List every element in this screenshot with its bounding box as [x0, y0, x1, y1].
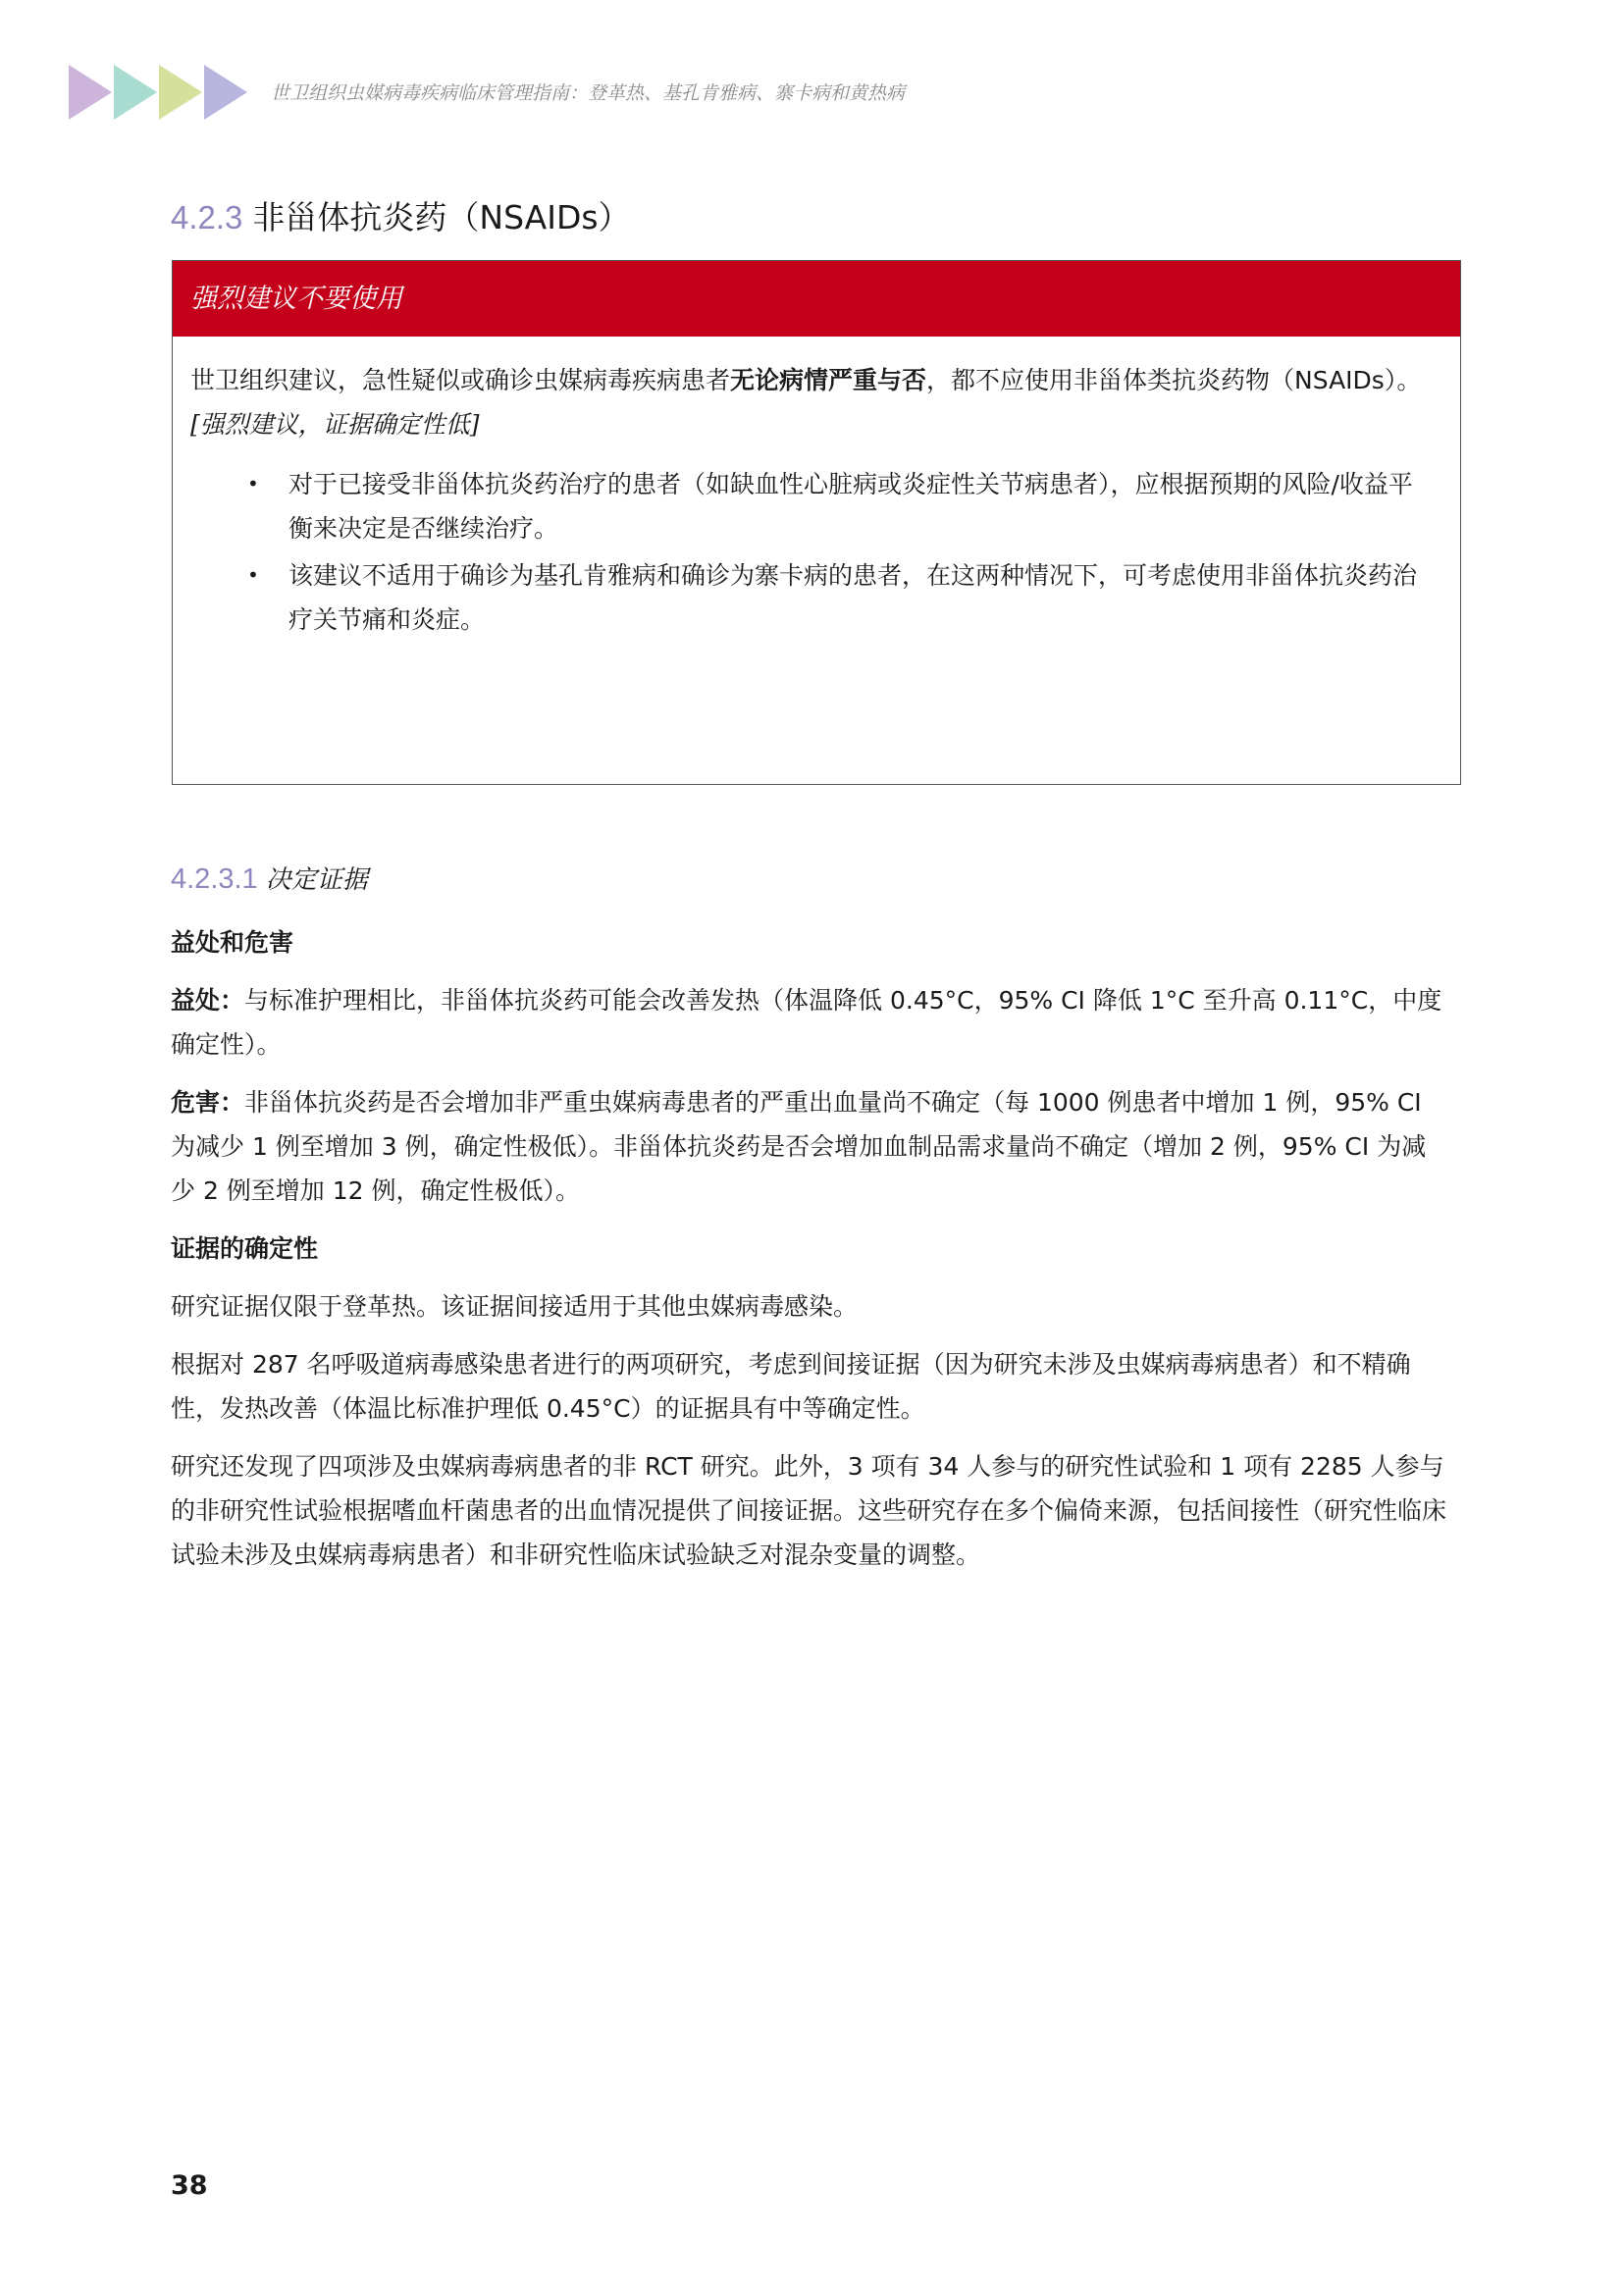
benefit-paragraph — [171, 978, 1446, 1067]
recommendation-text-pre: 世卫组织建议，急性疑似或确诊虫媒病毒疾病患者 — [190, 366, 731, 394]
evidence-content — [171, 920, 1446, 1591]
certainty-heading: 证据的确定性 — [171, 1234, 319, 1263]
recommendation-label: 强烈建议不要使用 — [173, 261, 1460, 337]
arrow-2-icon — [114, 65, 157, 120]
recommendation-text — [190, 358, 1437, 446]
harm-label: 危害： — [171, 1088, 245, 1117]
recommendation-body — [173, 337, 1460, 642]
section-number: 4.2.3 — [171, 199, 243, 235]
harm-paragraph — [171, 1080, 1446, 1213]
section-heading — [171, 192, 631, 238]
bullet-icon: • — [247, 563, 259, 587]
benefit-text: 与标准护理相比，非甾体抗炎药可能会改善发热（体温降低 0.45°C，95% CI 降低 1°C 至升高 0.11°C，中度确定性）。 — [171, 986, 1442, 1059]
certainty-paragraph: 根据对 287 名呼吸道病毒感染患者进行的两项研究，考虑到间接证据（因为研究未涉及虫媒病毒病患者）和不精确性，发热改善（体温比标准护理低 0.45°C）的证据具有中等确定性。 — [171, 1350, 1411, 1423]
certainty-paragraph: 研究还发现了四项涉及虫媒病毒病患者的非 RCT 研究。此外，3 项有 34 人参与的研究性试验和 1 项有 2285 人参与的非研究性试验根据嗜血杆菌患者的出血情况提供了间接证据。这些研究存在多个偏倚来源，包括间接性（研究性临床试验未涉及虫媒病毒病患者）和非研究性临床试验缺乏对混杂变量的调整。 — [171, 1452, 1447, 1569]
arrow-1-icon — [69, 65, 112, 120]
bullet-icon: • — [247, 472, 259, 496]
certainty-paragraph: 研究证据仅限于登革热。该证据间接适用于其他虫媒病毒感染。 — [171, 1292, 859, 1321]
remark-text: 对于已接受非甾体抗炎药治疗的患者（如缺血性心脏病或炎症性关节病患者），应根据预期的风险/收益平衡来决定是否继续治疗。 — [288, 470, 1413, 543]
recommendation-remarks — [190, 462, 1442, 642]
recommendation-text-post: ，都不应使用非甾体类抗炎药物（NSAIDs）。 — [926, 366, 1422, 394]
harm-text: 非甾体抗炎药是否会增加非严重虫媒病毒患者的严重出血量尚不确定（每 1000 例患者中增加 1 例，95% CI 为减少 1 例至增加 3 例，确定性极低）。非甾体抗炎药是否会增加血制品需求量尚不确定（增加 2 例，95% CI 为减少 2 例至增加 12 例，确定性极低）。 — [171, 1088, 1427, 1205]
subsection-number: 4.2.3.1 — [171, 863, 258, 895]
page-number: 38 — [171, 2170, 208, 2201]
benefits-harms-heading: 益处和危害 — [171, 928, 294, 957]
subsection-title: 决定证据 — [265, 865, 368, 895]
section-title: 非甾体抗炎药（NSAIDs） — [252, 198, 631, 236]
list-item — [190, 553, 1437, 642]
recommendation-strength: [强烈建议，证据确定性低] — [190, 410, 480, 439]
recommendation-box — [172, 260, 1461, 785]
arrow-4-icon — [204, 65, 247, 120]
remark-text: 该建议不适用于确诊为基孔肯雅病和确诊为寨卡病的患者，在这两种情况下，可考虑使用非甾体抗炎药治疗关节痛和炎症。 — [288, 561, 1418, 634]
subsection-heading — [171, 860, 368, 896]
header-arrows-icon — [69, 65, 255, 120]
benefit-label: 益处： — [171, 986, 245, 1015]
page-header — [69, 65, 1560, 120]
list-item — [190, 462, 1437, 550]
running-header-title: 世卫组织虫媒病毒疾病临床管理指南：登革热、基孔肯雅病、寨卡病和黄热病 — [271, 82, 906, 104]
recommendation-text-bold: 无论病情严重与否 — [730, 366, 927, 394]
arrow-3-icon — [159, 65, 202, 120]
